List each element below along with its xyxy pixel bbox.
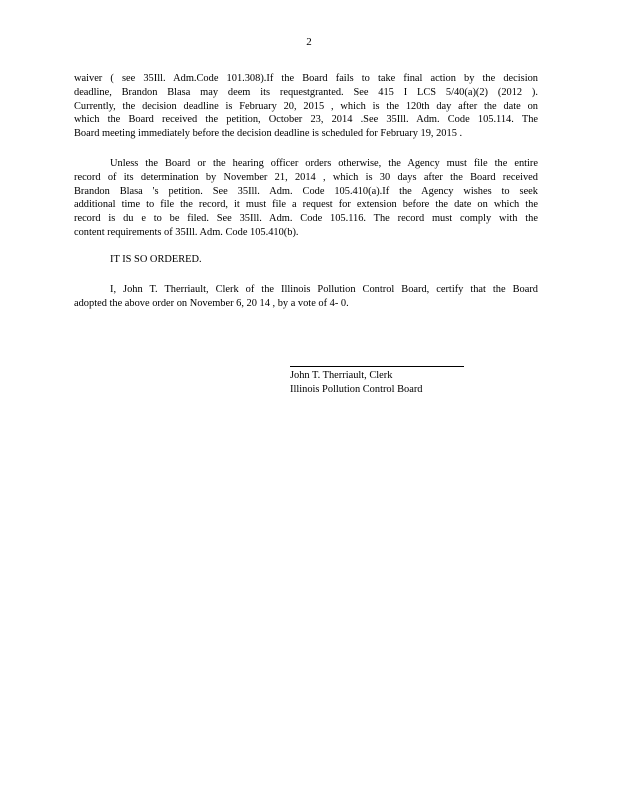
paragraph-agency-record bbox=[74, 157, 538, 240]
paragraph-so-ordered bbox=[74, 253, 538, 267]
text-line: additional time to file the record, it must file a request for extension before the date on which the bbox=[74, 199, 538, 211]
signature-organization: Illinois Pollution Control Board bbox=[290, 383, 423, 395]
text-line: record of its determination by November 21, 2014 , which is 30 days after the Board received bbox=[74, 171, 538, 183]
text-line: Currently, the decision deadline is February 20, 2015 , which is the 120th day after the date on bbox=[74, 100, 538, 112]
text-line: waiver ( see 35Ill. Adm.Code 101.308).If the Board fails to take final action by the decision bbox=[74, 73, 538, 84]
paragraph-clerk-certification bbox=[74, 283, 538, 311]
text-line: I, John T. Therriault, Clerk of the Illinois Pollution Control Board, certify that the Board bbox=[110, 284, 538, 295]
text-line: Unless the Board or the hearing officer orders otherwise, the Agency must file the entire bbox=[110, 158, 538, 169]
text-line: adopted the above order on November 6, 20 14 , by a vote of 4- 0. bbox=[74, 297, 349, 309]
text-line: which the Board received the petition, October 23, 2014 .See 35Ill. Adm. Code 105.114. The bbox=[74, 114, 538, 126]
paragraph-waiver-deadline bbox=[74, 72, 538, 141]
signature-line bbox=[290, 366, 464, 367]
signature-name: John T. Therriault, Clerk bbox=[290, 370, 393, 381]
text-line: Brandon Blasa 's petition. See 35Ill. Adm. Code 105.410(a).If the Agency wishes to seek bbox=[74, 185, 538, 197]
text-line: content requirements of 35Ill. Adm. Code 105.410(b). bbox=[74, 226, 299, 238]
text-line: deadline, Brandon Blasa may deem its requestgranted. See 415 I LCS 5/40(a)(2) (2012 ). bbox=[74, 86, 538, 98]
signature-block bbox=[290, 369, 423, 397]
page-number: 2 bbox=[306, 36, 312, 48]
so-ordered-text: IT IS SO ORDERED. bbox=[110, 254, 202, 265]
text-line: Board meeting immediately before the decision deadline is scheduled for February 19, 2015 . bbox=[74, 128, 463, 140]
text-line: record is du e to be filed. See 35Ill. Adm. Code 105.116. The record must comply with the bbox=[74, 213, 538, 225]
